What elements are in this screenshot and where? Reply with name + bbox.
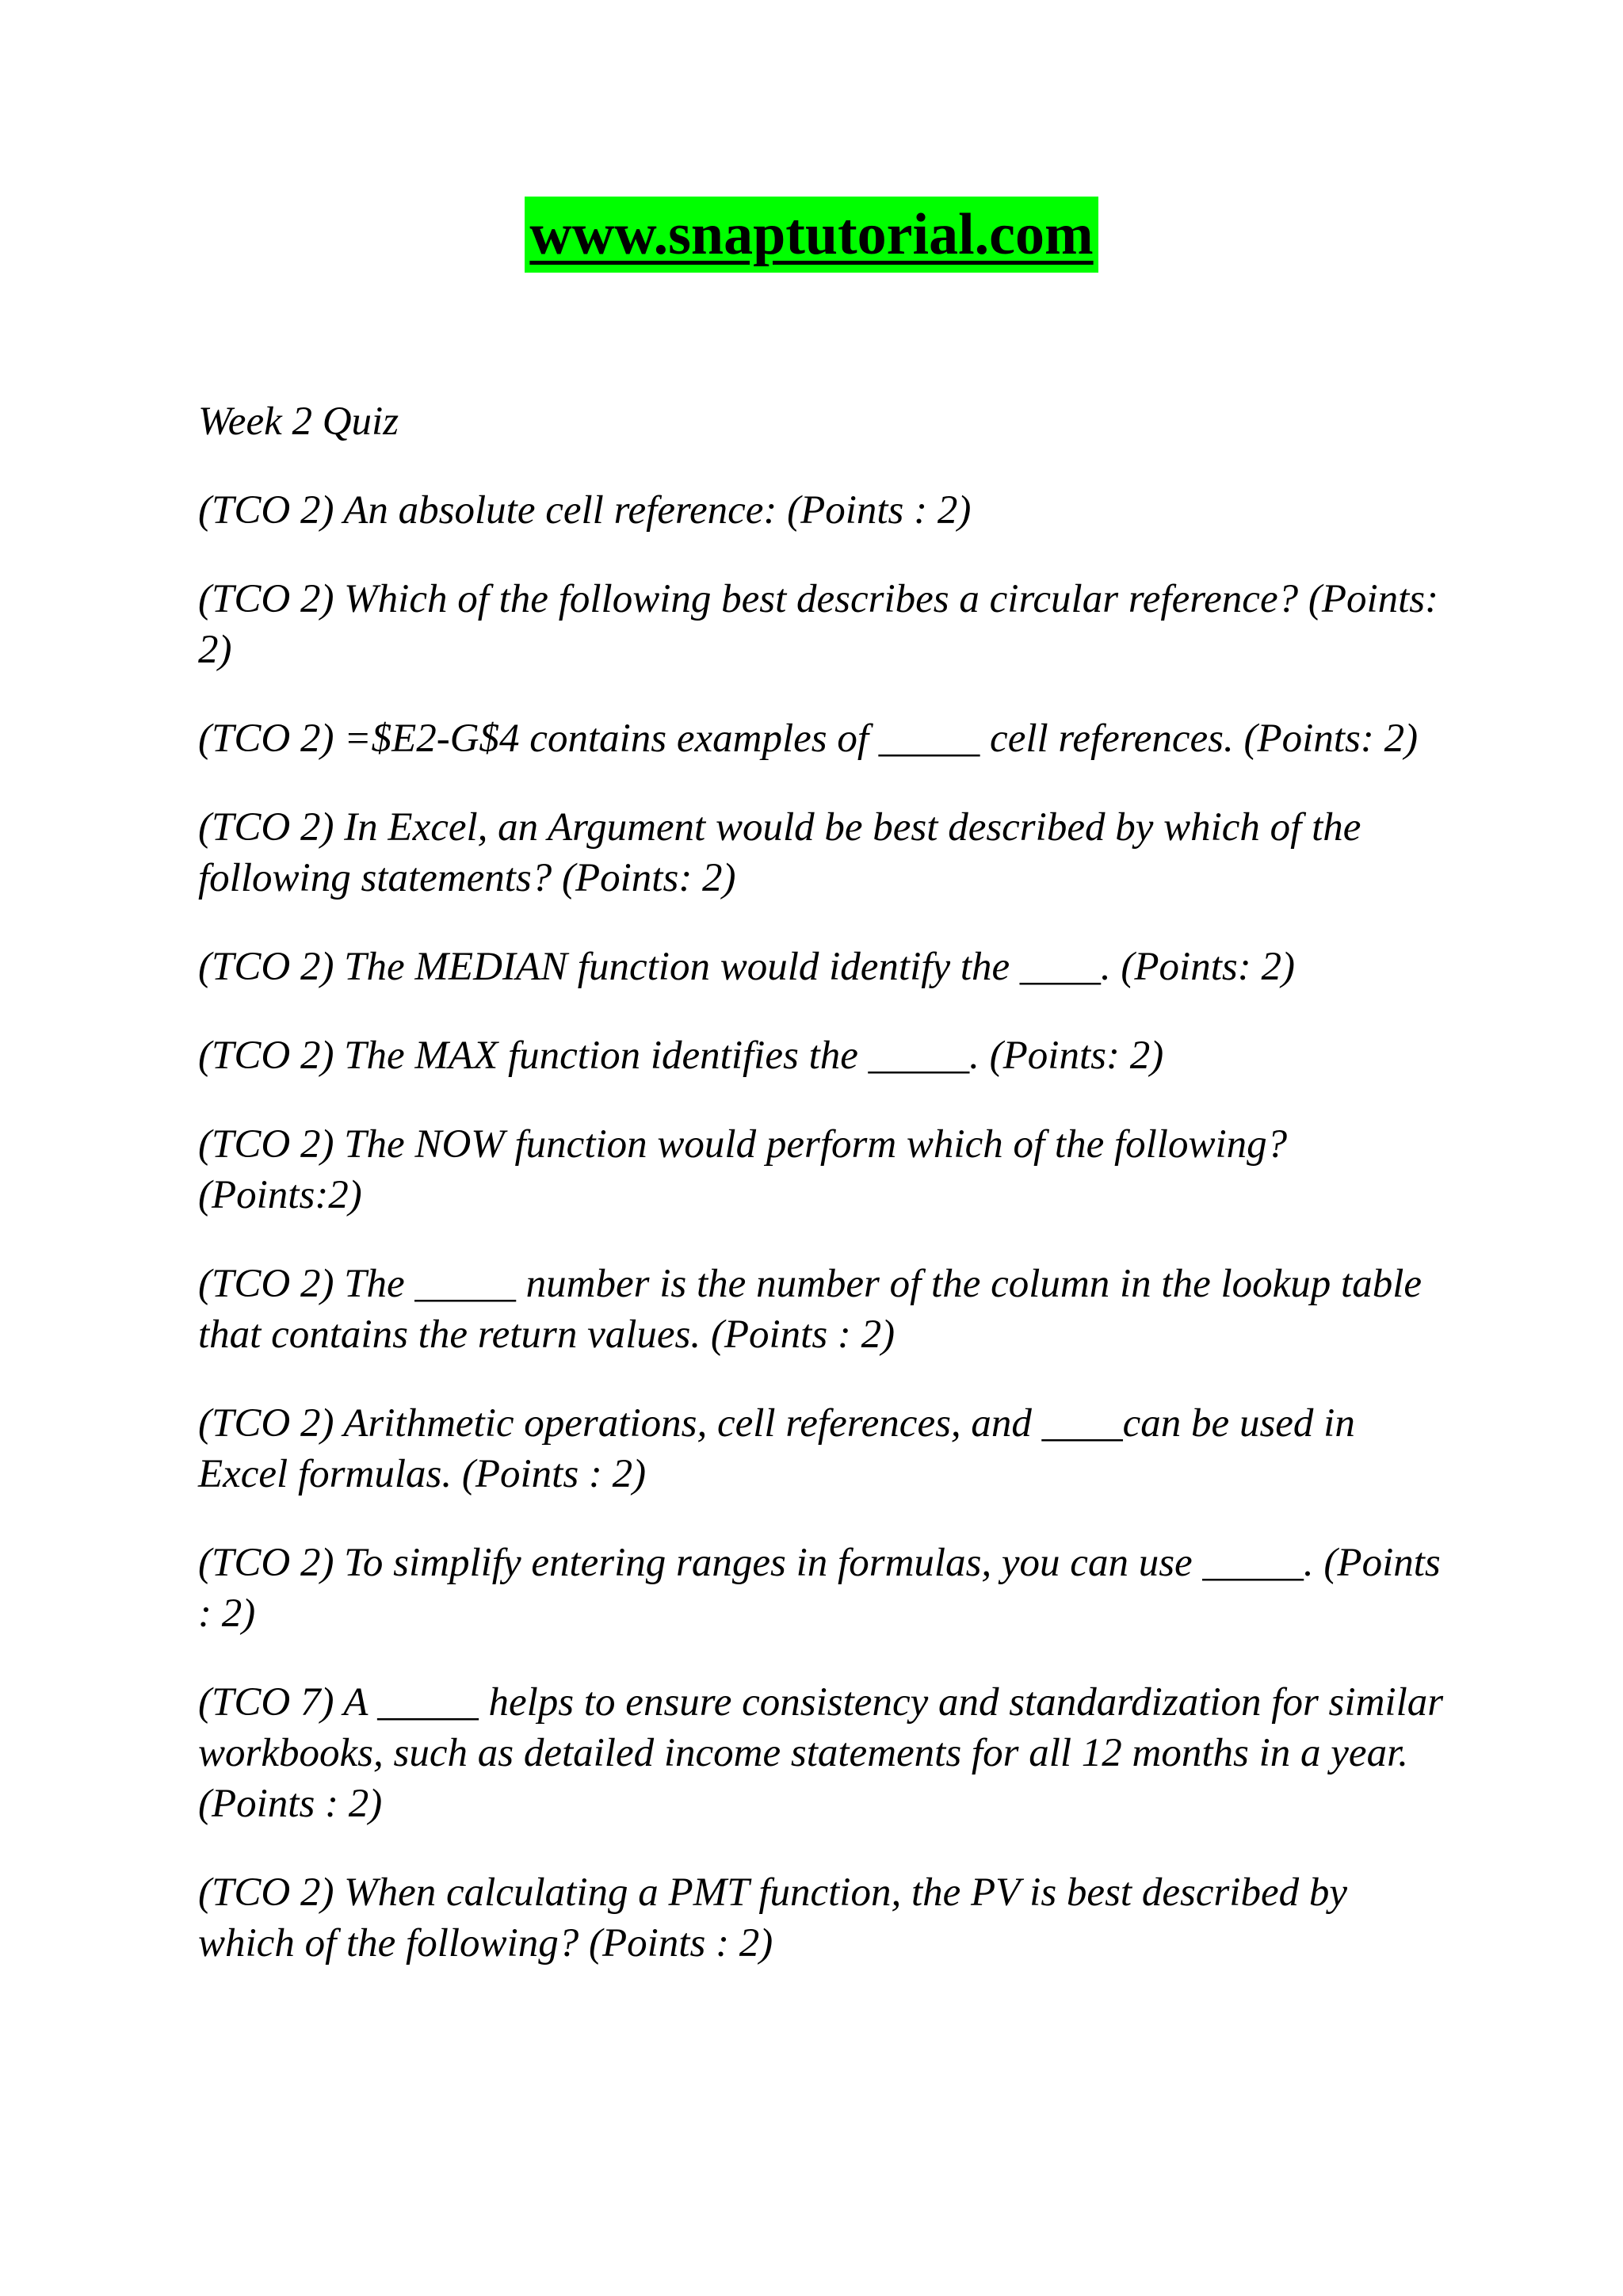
question-9: (TCO 2) Arithmetic operations, cell references, and ____can be used in Excel formulas. (Points : 2) xyxy=(198,1401,1355,1496)
question-6: (TCO 2) The MAX function identifies the _____. (Points: 2) xyxy=(198,1033,1164,1078)
question-1: (TCO 2) An absolute cell reference: (Points : 2) xyxy=(198,488,972,533)
question-12: (TCO 2) When calculating a PMT function, the PV is best described by which of the following? (Points : 2) xyxy=(198,1870,1347,1966)
question-5: (TCO 2) The MEDIAN function would identify the ____. (Points: 2) xyxy=(198,945,1295,989)
question-8: (TCO 2) The _____ number is the number of the column in the lookup table that contains the return values. (Points : 2) xyxy=(198,1262,1422,1357)
question-2: (TCO 2) Which of the following best describes a circular reference? (Points: 2) xyxy=(198,577,1439,672)
question-10: (TCO 2) To simplify entering ranges in formulas, you can use _____. (Points : 2) xyxy=(198,1541,1441,1636)
question-11: (TCO 7) A _____ helps to ensure consistency and standardization for similar workbooks, such as detailed income statements for all 12 months in a year. (Points : 2) xyxy=(198,1680,1444,1826)
question-7: (TCO 2) The NOW function would perform which of the following? (Points:2) xyxy=(198,1122,1288,1217)
question-4: (TCO 2) In Excel, an Argument would be best described by which of the following statements? (Points: 2) xyxy=(198,805,1361,900)
quiz-content xyxy=(198,396,1450,2007)
question-3: (TCO 2) =$E2-G$4 contains examples of _____ cell references. (Points: 2) xyxy=(198,716,1419,761)
quiz-title: Week 2 Quiz xyxy=(198,399,399,444)
site-link[interactable]: www.snaptutorial.com xyxy=(525,197,1098,273)
banner-container xyxy=(0,197,1623,273)
